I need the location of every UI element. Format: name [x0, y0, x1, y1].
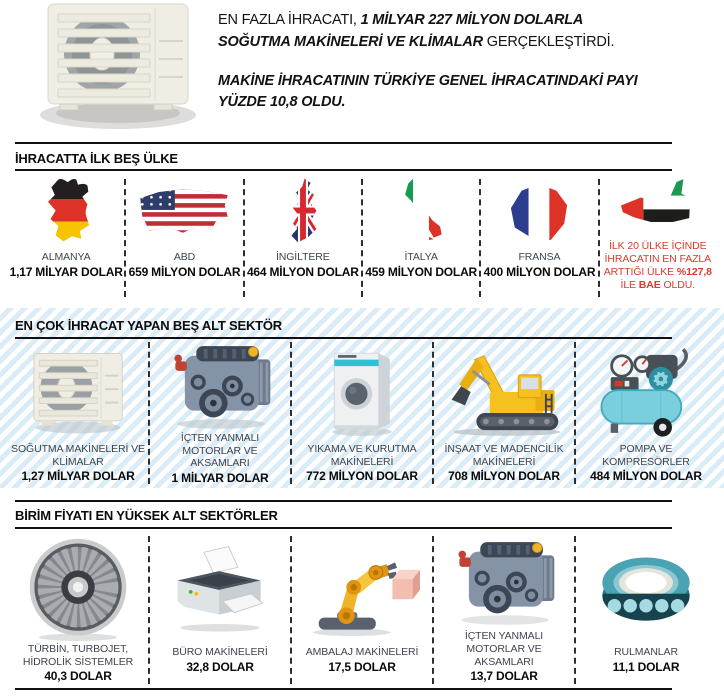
- sector-bearings: [574, 536, 716, 684]
- country-value: 659 MİLYON DOLAR: [128, 264, 241, 279]
- note-country: BAE: [638, 279, 661, 292]
- sector-value: 11,1 DOLAR: [612, 659, 680, 674]
- note-text: İLE: [620, 279, 639, 292]
- turbine-icon: [26, 536, 130, 641]
- sector-engines-unit-price: [432, 536, 574, 684]
- sector-name: İÇTEN YANMALI MOTORLAR VE AKSAMLARI: [464, 630, 544, 668]
- sector-cooling-machines: [8, 342, 148, 484]
- country-name: İTALYA: [404, 251, 438, 263]
- sector-columns: [8, 342, 716, 484]
- country-name: ABD: [173, 251, 196, 263]
- sector-value: 1 MİLYAR DOLAR: [171, 470, 269, 485]
- note-percent: %127,8: [676, 266, 712, 279]
- country-name: ALMANYA: [41, 251, 91, 263]
- sector-name: İÇTEN YANMALI MOTORLAR VE AKSAMLARI: [180, 432, 260, 470]
- sector-name: AMBALAJ MAKİNELERİ: [305, 646, 419, 658]
- compressor-icon: [594, 342, 698, 441]
- engine-icon: [164, 342, 276, 430]
- divider: [15, 169, 672, 171]
- top-sectors-title: EN ÇOK İHRACAT YAPAN BEŞ ALT SEKTÖR: [15, 318, 282, 333]
- country-germany: [8, 179, 124, 297]
- sector-name: SOĞUTMA MAKİNELERİ VE KLİMALAR: [11, 443, 145, 468]
- divider: [15, 500, 672, 502]
- country-uae-note: [598, 179, 716, 297]
- sector-construction-machines: [432, 342, 574, 484]
- excavator-icon: [444, 342, 564, 441]
- uae-map-flag-icon: [618, 179, 698, 237]
- sector-value: 484 MİLYON DOLAR: [590, 469, 702, 484]
- air-conditioner-icon: [28, 342, 128, 441]
- sector-value: 1,27 MİLYAR DOLAR: [21, 469, 135, 484]
- hero-share-statement: [218, 71, 710, 115]
- unit-price-columns: [8, 536, 716, 684]
- printer-icon: [168, 536, 272, 644]
- bottom-divider: [15, 688, 672, 690]
- sector-value: 708 MİLYON DOLAR: [448, 469, 560, 484]
- germany-map-flag-icon: [35, 179, 97, 249]
- hero-text: [218, 10, 710, 114]
- sector-name: RULMANLAR: [614, 646, 678, 658]
- sector-office-machines: [148, 536, 290, 684]
- usa-map-flag-icon: [136, 179, 232, 249]
- hero-seg-regular: EN FAZLA İHRACATI,: [218, 12, 361, 28]
- divider: [15, 527, 672, 529]
- country-columns: [8, 179, 716, 297]
- note-text: OLDU.: [660, 279, 696, 292]
- country-value: 1,17 MİLYAR DOLAR: [9, 264, 123, 279]
- robot-arm-icon: [304, 536, 420, 644]
- washing-machine-icon: [325, 342, 399, 441]
- sector-turbines: [8, 536, 148, 684]
- top-countries-section: [0, 142, 724, 308]
- country-uk: [243, 179, 361, 297]
- hero-seg-bold2: SOĞUTMA MAKİNELERİ VE KLİMALAR: [218, 33, 483, 50]
- engine-icon: [448, 536, 560, 628]
- hero-seg-regular2: GERÇEKLEŞTİRDİ.: [482, 33, 615, 50]
- hero-share-line2: YÜZDE 10,8 OLDU.: [218, 94, 346, 111]
- sector-name: YIKAMA VE KURUTMA MAKİNELERİ: [307, 443, 417, 468]
- sector-value: 772 MİLYON DOLAR: [306, 469, 418, 484]
- sector-name: POMPA VE KOMPRESÖRLER: [602, 443, 690, 468]
- top-sectors-section: [0, 308, 724, 488]
- air-conditioner-photo: [28, 0, 208, 140]
- sector-value: 32,8 DOLAR: [186, 659, 254, 674]
- hero-seg-bold: 1 MİLYAR 227 MİLYON DOLARLA: [360, 12, 584, 28]
- country-name: İNGİLTERE: [275, 251, 330, 263]
- note-text: İLK 20 ÜLKE İÇİNDE İHRACATIN EN FAZLA ARTTIĞI ÜLKE: [603, 240, 712, 279]
- divider: [15, 142, 672, 144]
- country-name: FRANSA: [518, 251, 561, 263]
- uae-growth-note: [603, 240, 713, 293]
- country-value: 400 MİLYON DOLAR: [483, 264, 596, 279]
- france-map-flag-icon: [508, 179, 570, 249]
- country-usa: [124, 179, 242, 297]
- uk-map-flag-icon: [282, 179, 324, 249]
- country-italy: [361, 179, 479, 297]
- country-value: 464 MİLYON DOLAR: [246, 264, 359, 279]
- divider: [15, 337, 672, 339]
- country-value: 459 MİLYON DOLAR: [365, 264, 477, 279]
- sector-engines: [148, 342, 290, 484]
- sector-name: İNŞAAT VE MADENCİLİK MAKİNELERİ: [444, 443, 564, 468]
- sector-value: 40,3 DOLAR: [44, 669, 112, 684]
- sector-name: TÜRBİN, TURBOJET, HİDROLİK SİSTEMLER: [22, 643, 134, 668]
- sector-washing-machines: [290, 342, 432, 484]
- sector-value: 17,5 DOLAR: [328, 659, 396, 674]
- top-countries-title: İHRACATTA İLK BEŞ ÜLKE: [15, 151, 178, 166]
- country-france: [479, 179, 597, 297]
- sector-value: 13,7 DOLAR: [470, 669, 538, 684]
- hero-statement: [218, 10, 710, 54]
- air-conditioner-icon: [28, 0, 208, 135]
- sector-pumps-compressors: [574, 342, 716, 484]
- unit-price-section: [0, 500, 724, 697]
- sector-packaging-machines: [290, 536, 432, 684]
- italy-map-flag-icon: [397, 179, 445, 249]
- sector-name: BÜRO MAKİNELERİ: [172, 646, 268, 658]
- bearing-icon: [594, 536, 698, 644]
- hero-share-line1: MAKİNE İHRACATININ TÜRKİYE GENEL İHRACATINDAKİ PAYI: [218, 72, 638, 89]
- unit-price-title: BİRİM FİYATI EN YÜKSEK ALT SEKTÖRLER: [15, 508, 278, 523]
